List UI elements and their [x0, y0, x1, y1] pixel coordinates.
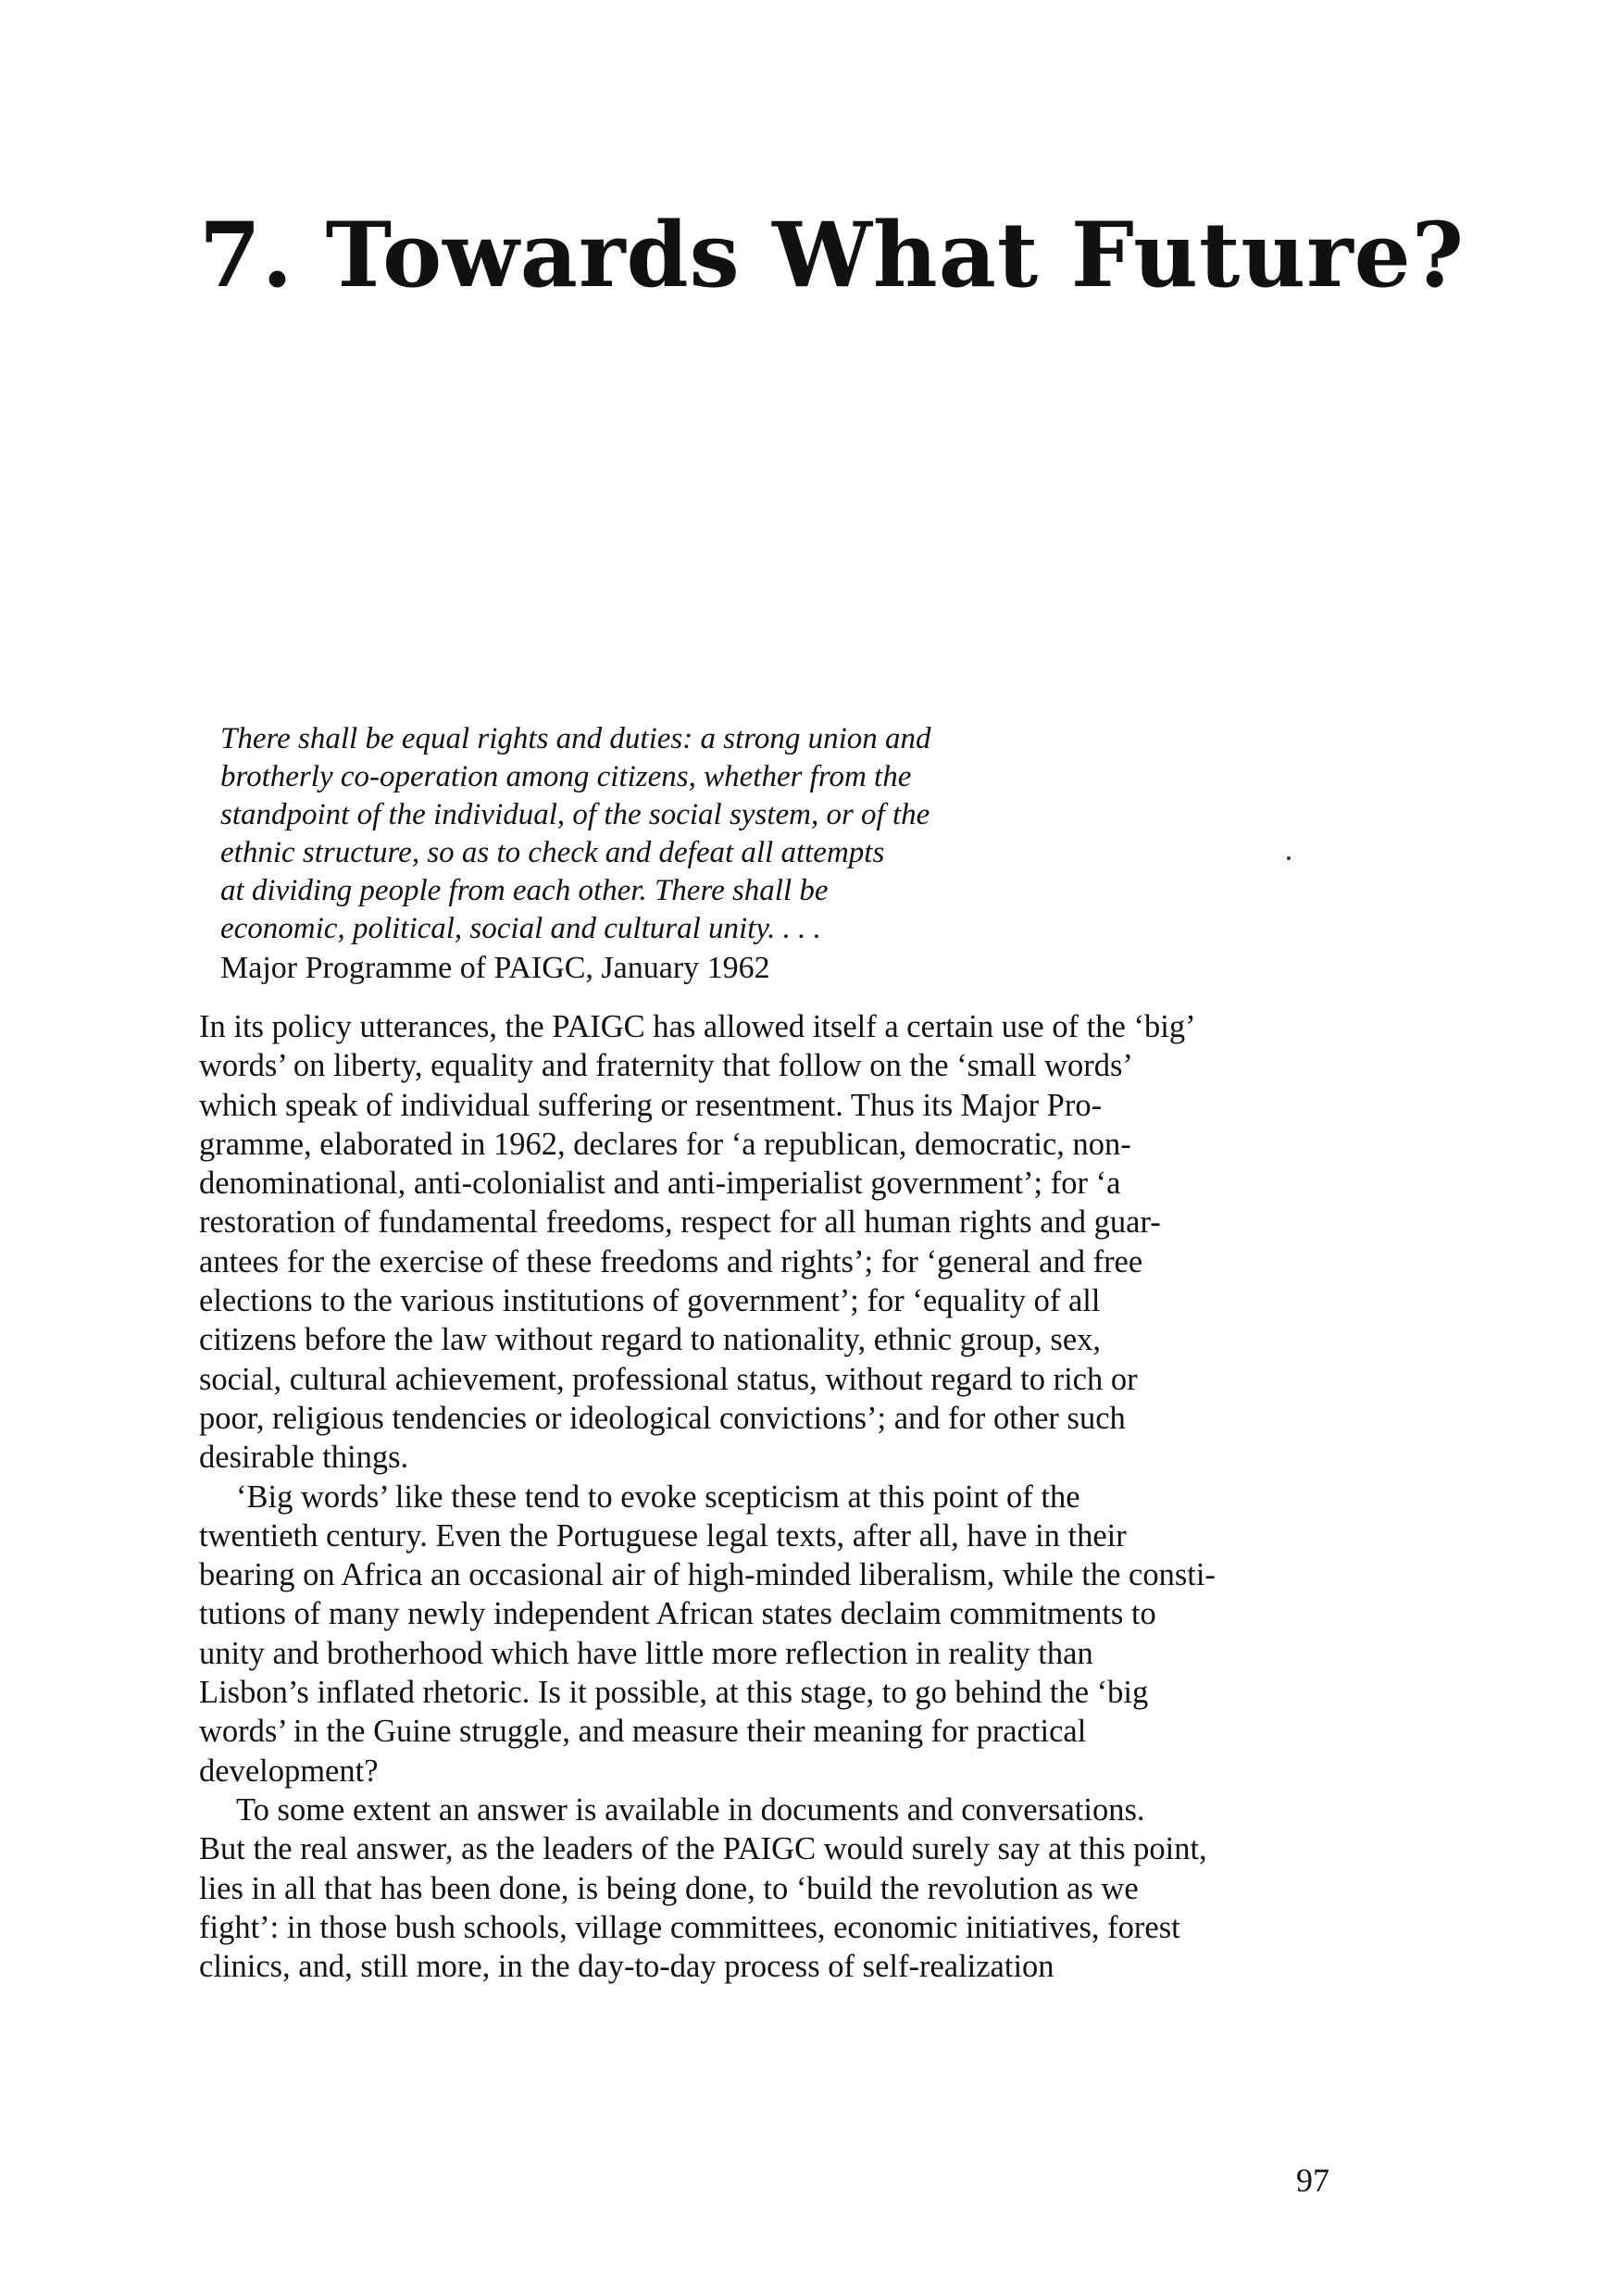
body-line: social, cultural achievement, professional status, without regard to rich or [199, 1361, 1138, 1397]
epigraph-line: There shall be equal rights and duties: a strong union and [220, 722, 931, 755]
body-line: gramme, elaborated in 1962, declares for ‘a republican, democratic, non- [199, 1126, 1131, 1162]
body-line: antees for the exercise of these freedoms and rights’; for ‘general and free [199, 1243, 1143, 1279]
epigraph [220, 720, 1331, 989]
body-line: bearing on Africa an occasional air of high-minded liberalism, while the consti- [199, 1557, 1216, 1593]
body-line: To some extent an answer is available in documents and conversations. [236, 1791, 1145, 1828]
body-line: words’ in the Guine struggle, and measure their meaning for practical [199, 1714, 1087, 1750]
body-line: which speak of individual suffering or resentment. Thus its Major Pro- [199, 1087, 1103, 1123]
epigraph-line: economic, political, social and cultural unity. . . . [220, 912, 821, 945]
scan-speck [1287, 856, 1291, 860]
body-line: development? [199, 1753, 379, 1789]
body-line: In its policy utterances, the PAIGC has allowed itself a certain use of the ‘big’ [199, 1009, 1196, 1044]
epigraph-line: standpoint of the individual, of the social system, or of the [220, 798, 930, 831]
epigraph-line: ethnic structure, so as to check and defeat all attempts [220, 836, 885, 869]
epigraph-line: at dividing people from each other. There shall be [220, 874, 829, 907]
body-line: poor, religious tendencies or ideological convictions’; and for other such [199, 1400, 1126, 1436]
body-line: twentieth century. Even the Portuguese legal texts, after all, have in their [199, 1517, 1127, 1554]
epigraph-source: Major Programme of PAIGC, January 1962 [220, 951, 770, 985]
body-line: desirable things. [199, 1440, 409, 1476]
body-line: restoration of fundamental freedoms, respect for all human rights and guar- [199, 1204, 1161, 1241]
page-number: 97 [1296, 2162, 1329, 2199]
body-line: citizens before the law without regard to nationality, ethnic group, sex, [199, 1322, 1102, 1358]
body-line: Lisbon’s inflated rhetoric. Is it possible, at this stage, to go behind the ‘big [199, 1675, 1149, 1711]
body-line: But the real answer, as the leaders of the PAIGC would surely say at this point, [199, 1831, 1207, 1867]
body-line: ‘Big words’ like these tend to evoke scepticism at this point of the [236, 1479, 1080, 1515]
chapter-title: 7. Towards What Future? [199, 203, 1465, 307]
body-text [199, 1007, 1403, 1986]
body-line: tutions of many newly independent African states declaim commitments to [199, 1596, 1156, 1632]
body-line: denominational, anti-colonialist and anti-imperialist government’; for ‘a [199, 1166, 1121, 1202]
body-line: clinics, and, still more, in the day-to-day process of self-realization [199, 1949, 1054, 1985]
body-line: elections to the various institutions of government’; for ‘equality of all [199, 1283, 1101, 1319]
body-line: lies in all that has been done, is being done, to ‘build the revolution as we [199, 1870, 1139, 1906]
body-line: words’ on liberty, equality and fraternity that follow on the ‘small words’ [199, 1048, 1133, 1084]
body-line: fight’: in those bush schools, village committees, economic initiatives, forest [199, 1909, 1180, 1945]
body-line: unity and brotherhood which have little more reflection in reality than [199, 1635, 1093, 1671]
epigraph-line: brotherly co-operation among citizens, whether from the [220, 760, 912, 793]
